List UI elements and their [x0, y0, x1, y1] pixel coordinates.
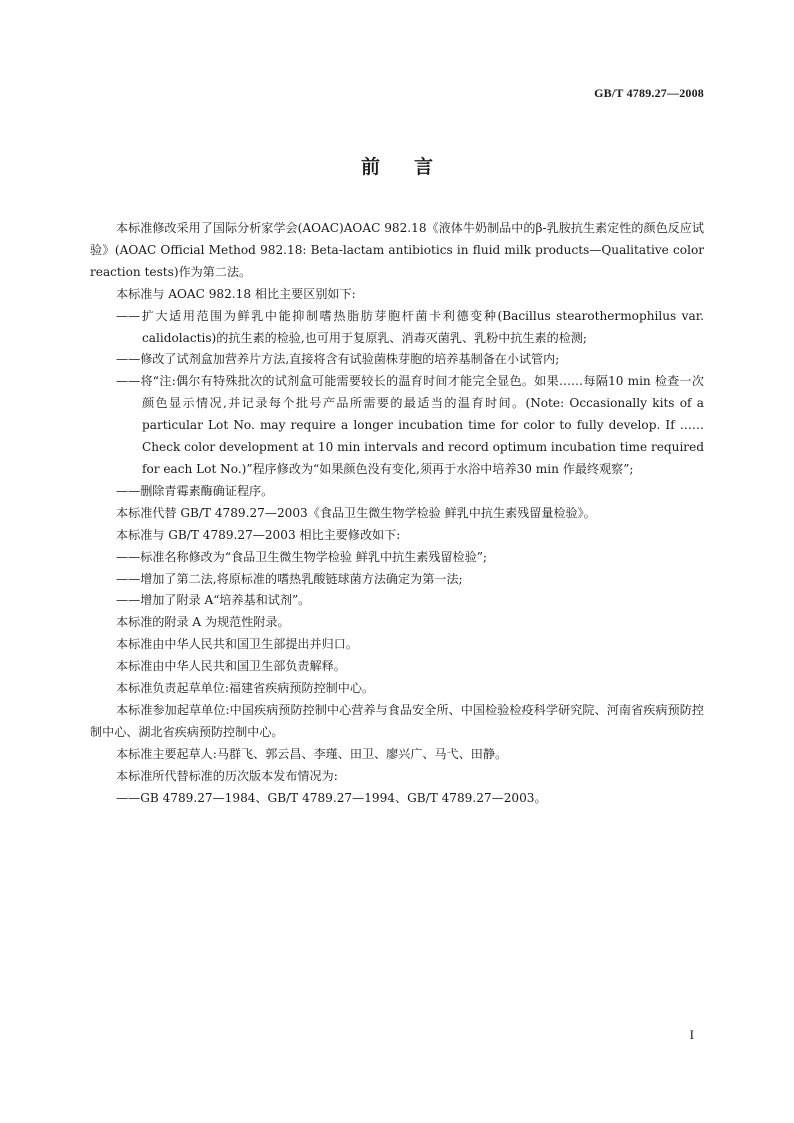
list-item: ——GB 4789.27—1984、GB/T 4789.27—1994、GB/T 4789.27—2003。 [116, 790, 547, 805]
paragraph: 本标准负责起草单位:福建省疾病预防控制中心。 [116, 681, 375, 696]
page-title: 前言 [360, 156, 467, 178]
paragraph: 本标准代替 GB/T 4789.27—2003《食品卫生微生物学检验 鲜乳中抗生素残留量检验》。 [116, 505, 596, 520]
list-item: ——增加了第二法,将原标准的嗜热乳酸链球菌方法确定为第一法; [116, 571, 463, 586]
list-item: ——删除青霉素酶确证程序。 [116, 483, 274, 498]
paragraph: 本标准由中华人民共和国卫生部负责解释。 [116, 659, 346, 674]
list-item: ——扩大适用范围为鲜乳中能抑制嗜热脂肪芽胞杆菌卡利德变种(Bacillus stearothermophilus var. calidolactis)的抗生素的检验,也可用于复原乳、消毒灭菌乳、乳粉中抗生素的检测; [116, 308, 704, 345]
paragraph: 本标准与 AOAC 982.18 相比主要区别如下: [116, 286, 356, 301]
paragraph: 本标准修改采用了国际分析家学会(AOAC)AOAC 982.18《液体牛奶制品中的β-乳胺抗生素定性的颜色反应试验》(AOAC Official Method 982.18: Beta-lactam antibiotics in fluid milk products—Qualitative color reaction tests)作为第二法。 [90, 221, 704, 279]
paragraph: 本标准与 GB/T 4789.27—2003 相比主要修改如下: [116, 527, 401, 542]
paragraph: 本标准主要起草人:马群飞、郭云昌、李瑾、田卫、廖兴广、马弋、田静。 [116, 746, 508, 761]
list-item: ——增加了附录 A“培养基和试剂”。 [116, 593, 311, 608]
list-item: ——标准名称修改为“食品卫生微生物学检验 鲜乳中抗生素残留检验”; [116, 549, 488, 564]
document-body [90, 218, 704, 809]
paragraph: 本标准所代替标准的历次版本发布情况为: [116, 768, 338, 783]
paragraph: 本标准由中华人民共和国卫生部提出并归口。 [116, 637, 358, 652]
standard-code: GB/T 4789.27—2008 [594, 86, 704, 100]
list-item: ——修改了试剂盒加营养片方法,直接将含有试验菌株芽胞的培养基制备在小试管内; [116, 352, 560, 367]
paragraph: 本标准的附录 A 为规范性附录。 [116, 615, 290, 630]
list-item: ——将“注:偶尔有特殊批次的试剂盒可能需要较长的温育时间才能完全显色。如果……每隔10 min 检查一次颜色显示情况,并记录每个批号产品所需要的最适当的温育时间。(Note: Occasionally kits of a particular Lot No. may require a longer incubation time for color to fully develop. If ……Check color development at 10 min intervals and record optimum incubation time required for each Lot No.)”程序修改为“如果颜色没有变化,须再于水浴中培养30 min 作最终观察”; [116, 374, 704, 476]
page-number: I [689, 1027, 694, 1042]
paragraph: 本标准参加起草单位:中国疾病预防控制中心营养与食品安全所、中国检验检疫科学研究院、河南省疾病预防控制中心、湖北省疾病预防控制中心。 [90, 702, 704, 739]
